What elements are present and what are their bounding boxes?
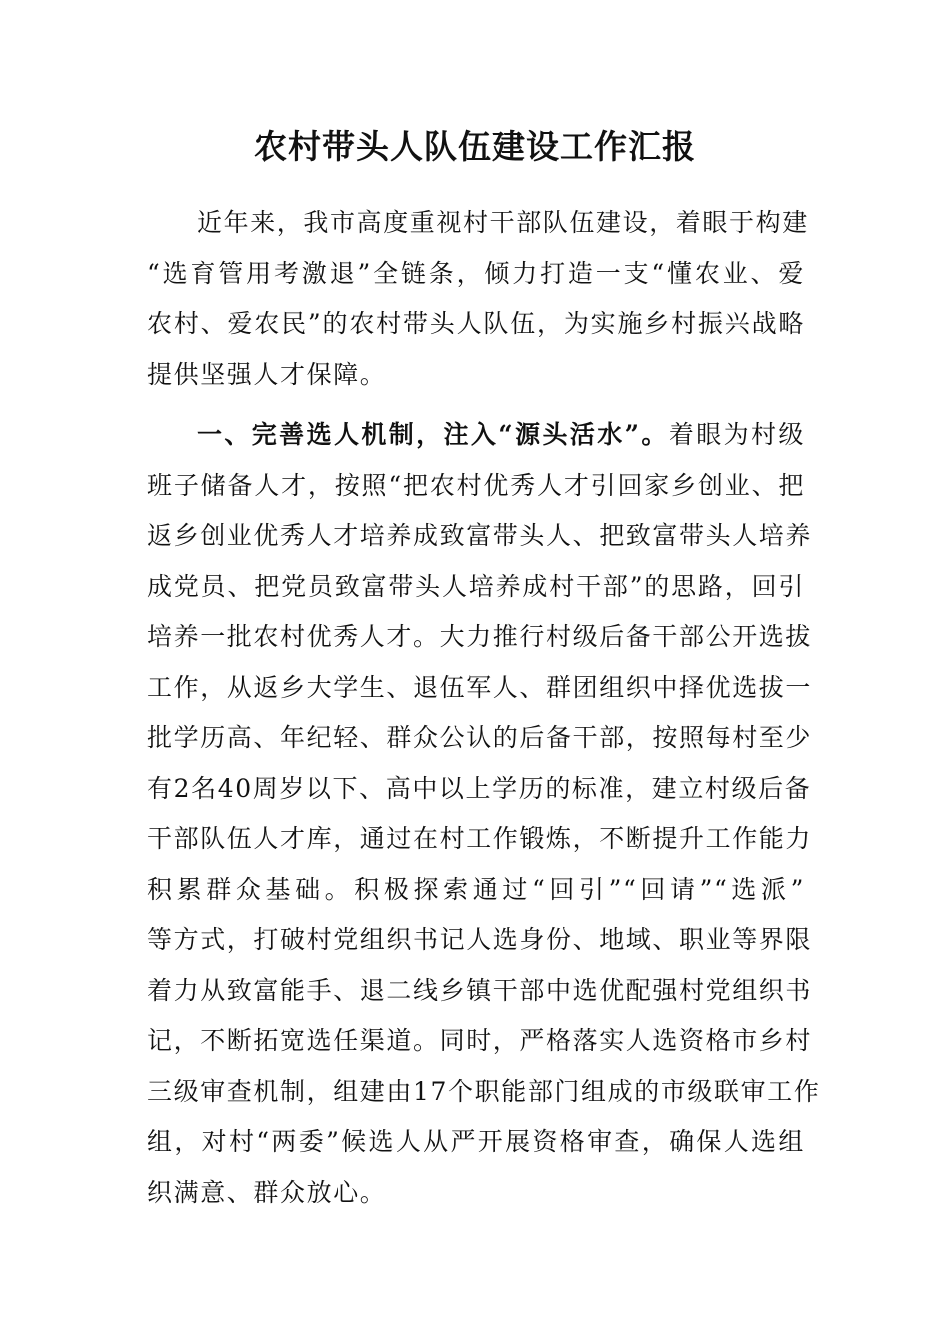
paragraph-line: 成党员、把党员致富带头人培养成村干部”的思路，回引 xyxy=(147,571,805,601)
paragraph-line: 等方式，打破村党组织书记人选身份、地域、职业等界限 xyxy=(147,925,813,954)
paragraph-line: 着力从致富能手、退二线乡镇干部中选优配强村党组织书 xyxy=(147,975,813,1005)
section-first-line-text: 着眼为村级 xyxy=(668,420,805,449)
paragraph-line: 班子储备人才，按照“把农村优秀人才引回家乡创业、把 xyxy=(147,470,805,500)
document-title: 农村带头人队伍建设工作汇报 xyxy=(254,127,696,166)
paragraph-line: 提供坚强人才保障。 xyxy=(147,359,387,389)
section-first-line xyxy=(147,410,805,461)
paragraph-line: 工作，从返乡大学生、退伍军人、群团组织中择优选拔一 xyxy=(147,672,813,702)
paragraph-line: “选育管用考激退”全链条，倾力打造一支“懂农业、爱 xyxy=(147,258,805,288)
paragraph-line: 有2名40周岁以下、高中以上学历的标准，建立村级后备 xyxy=(147,773,812,803)
paragraph-line: 批学历高、年纪轻、群众公认的后备干部，按照每村至少 xyxy=(147,723,813,752)
paragraph-intro xyxy=(147,198,809,400)
paragraph-line: 干部队伍人才库，通过在村工作锻炼，不断提升工作能力 xyxy=(147,824,813,853)
paragraph-line: 织满意、群众放心。 xyxy=(147,1177,387,1207)
paragraph-line: 近年来，我市高度重视村干部队伍建设，着眼于构建 xyxy=(197,208,809,237)
paragraph-line: 记，不断拓宽选任渠道。同时，严格落实人选资格市乡村 xyxy=(147,1026,813,1055)
paragraph-line: 三级审查机制，组建由17个职能部门组成的市级联审工作 xyxy=(147,1076,821,1106)
paragraph-line: 积累群众基础。积极探索通过“回引”“回请”“选派” xyxy=(147,874,805,904)
paragraph-line: 返乡创业优秀人才培养成致富带头人、把致富带头人培养 xyxy=(147,521,813,550)
paragraph-line: 培养一批农村优秀人才。大力推行村级后备干部公开选拔 xyxy=(147,622,813,651)
paragraph-line: 农村、爱农民”的农村带头人队伍，为实施乡村振兴战略 xyxy=(147,309,805,338)
paragraph-line: 组，对村“两委”候选人从严开展资格审查，确保人选组 xyxy=(147,1127,805,1156)
paragraph-section-one xyxy=(147,410,821,1218)
section-heading: 一、完善选人机制，注入“源头活水”。 xyxy=(197,420,669,449)
